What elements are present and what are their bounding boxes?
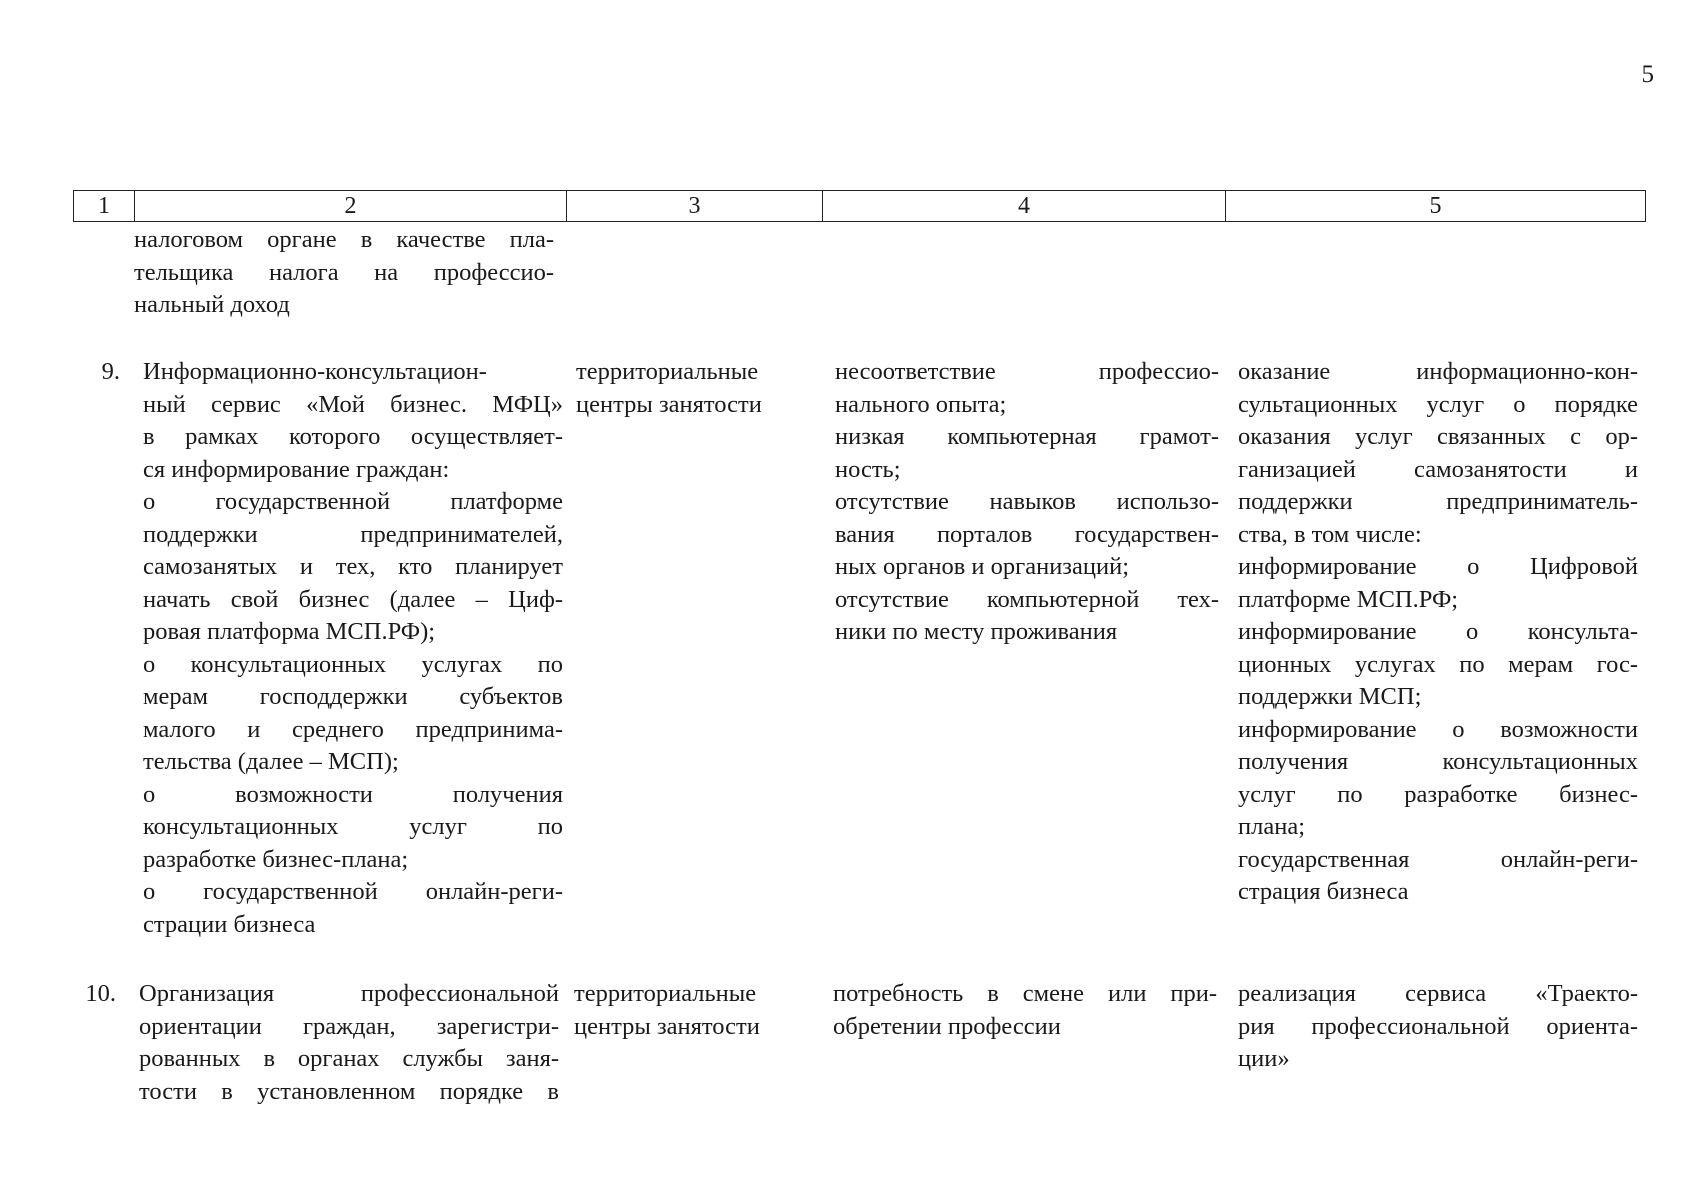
- text-line: начать свой бизнес (далее – Циф-: [143, 585, 563, 613]
- text-line: в рамках которого осуществляет-: [143, 423, 563, 450]
- text-line: поддержки предпринимателей,: [143, 520, 563, 548]
- text-line: о возможности получения: [143, 780, 563, 808]
- text-line: о государственной онлайн-реги-: [143, 878, 563, 905]
- text-line: оказания услуг связанных с ор-: [1238, 423, 1638, 450]
- header-col-5: 5: [1226, 191, 1646, 222]
- header-row: [74, 191, 1646, 222]
- text-line: Информационно-консультацион-: [143, 358, 487, 385]
- row-10-col3: [574, 978, 814, 1043]
- text-line: страции бизнеса: [143, 910, 316, 938]
- row-9-col5: [1238, 356, 1638, 909]
- text-line: тости в установленном порядке в: [139, 1077, 559, 1105]
- column-number-header: [73, 190, 1646, 222]
- text-line: отсутствие навыков использо-: [835, 488, 1219, 515]
- text-line: нального опыта;: [835, 390, 1007, 418]
- row-9-col3: [576, 356, 816, 421]
- text-line: ства, в том числе:: [1238, 520, 1422, 548]
- header-col-2: 2: [135, 191, 567, 222]
- text-line: ся информирование граждан:: [143, 455, 450, 483]
- text-line: сультационных услуг о порядке: [1238, 390, 1638, 418]
- text-line: налоговом органе в качестве пла-: [134, 226, 554, 253]
- text-line: ганизацией самозанятости и: [1238, 455, 1638, 483]
- text-line: отсутствие компьютерной тех-: [835, 585, 1219, 613]
- text-line: центры занятости: [574, 1012, 760, 1040]
- row-10-col4: [833, 978, 1217, 1043]
- text-line: обретении профессии: [833, 1012, 1061, 1040]
- text-line: малого и среднего предпринима-: [143, 715, 563, 743]
- text-line: Организация профессиональной: [139, 980, 559, 1007]
- text-line: ники по месту проживания: [835, 618, 1118, 645]
- text-line: ции»: [1238, 1045, 1290, 1072]
- text-line: территориальные: [574, 980, 757, 1007]
- row-9-col4: [835, 356, 1219, 649]
- text-line: тельства (далее – МСП);: [143, 748, 399, 775]
- text-line: реализация сервиса «Траекто-: [1238, 980, 1638, 1007]
- text-line: рия профессиональной ориента-: [1238, 1012, 1638, 1040]
- text-line: информирование о консульта-: [1238, 618, 1638, 645]
- header-col-4: 4: [823, 191, 1226, 222]
- text-line: низкая компьютерная грамот-: [835, 423, 1219, 450]
- text-line: ориентации граждан, зарегистри-: [139, 1012, 559, 1040]
- row-9-number: 9.: [101, 358, 120, 385]
- text-line: нальный доход: [134, 291, 290, 318]
- text-line: поддержки МСП;: [1238, 683, 1422, 710]
- text-line: самозанятых и тех, кто планирует: [143, 553, 563, 580]
- text-line: центры занятости: [576, 390, 762, 418]
- text-line: страция бизнеса: [1238, 878, 1409, 905]
- text-line: консультационных услуг по: [143, 813, 563, 840]
- text-line: платформе МСП.РФ;: [1238, 585, 1459, 613]
- text-line: оказание информационно-кон-: [1238, 358, 1638, 385]
- text-line: тельщика налога на профессио-: [134, 258, 554, 286]
- text-line: ность;: [835, 455, 901, 483]
- text-line: поддержки предприниматель-: [1238, 488, 1638, 515]
- header-col-1: 1: [74, 191, 135, 222]
- text-line: о государственной платформе: [143, 488, 563, 515]
- row-10-number: 10.: [85, 980, 116, 1007]
- text-line: ционных услугах по мерам гос-: [1238, 650, 1638, 678]
- text-line: ровая платформа МСП.РФ);: [143, 618, 436, 645]
- text-line: потребность в смене или при-: [833, 980, 1217, 1007]
- row-10-col2: [139, 978, 559, 1108]
- text-line: несоответствие профессио-: [835, 358, 1219, 385]
- header-col-3: 3: [567, 191, 823, 222]
- text-line: ный сервис «Мой бизнес. МФЦ»: [143, 390, 563, 418]
- text-line: ных органов и организаций;: [835, 553, 1129, 580]
- text-line: информирование о Цифровой: [1238, 553, 1638, 580]
- text-line: получения консультационных: [1238, 748, 1638, 775]
- row-10-col5: [1238, 978, 1638, 1076]
- text-line: услуг по разработке бизнес-: [1238, 780, 1638, 808]
- text-line: вания порталов государствен-: [835, 520, 1219, 548]
- text-line: территориальные: [576, 358, 759, 385]
- text-line: мерам господдержки субъектов: [143, 683, 563, 710]
- text-line: информирование о возможности: [1238, 715, 1638, 743]
- row-9-col2: [143, 356, 563, 941]
- text-line: рованных в органах службы заня-: [139, 1045, 559, 1072]
- text-line: разработке бизнес-плана;: [143, 845, 409, 873]
- text-line: государственная онлайн-реги-: [1238, 845, 1638, 873]
- page-number: 5: [1641, 61, 1654, 88]
- text-line: о консультационных услугах по: [143, 650, 563, 678]
- text-line: плана;: [1238, 813, 1306, 840]
- continuation-col2: [134, 224, 554, 322]
